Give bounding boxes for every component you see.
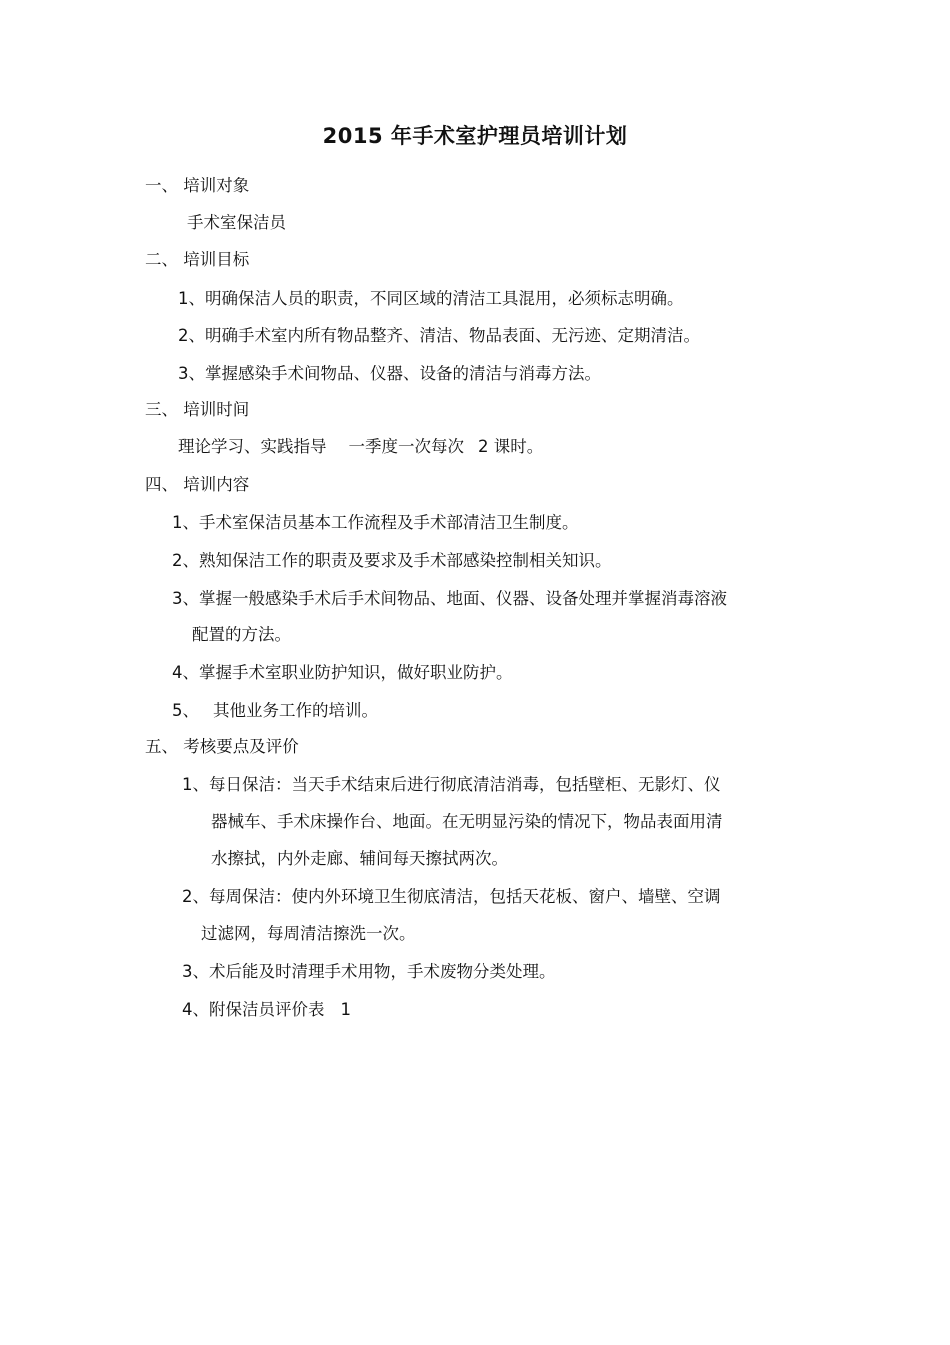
section-heading-4: 四、 培训内容 <box>145 475 250 494</box>
training-method: 理论学习、实践指导 <box>178 437 327 456</box>
section-4-line-3: 3、掌握一般感染手术后手术间物品、地面、仪器、设备处理并掌握消毒溶液 <box>172 589 727 608</box>
section-5-line-1: 1、每日保洁：当天手术结束后进行彻底清洁消毒，包括壁柜、无影灯、仪 <box>182 775 721 794</box>
training-hours: 2 课时。 <box>478 437 544 456</box>
section-5-line-4: 2、每周保洁：使内外环境卫生彻底清洁，包括天花板、窗户、墙壁、空调 <box>182 887 721 906</box>
section-2-line-2: 2、明确手术室内所有物品整齐、清洁、物品表面、无污迹、定期清洁。 <box>178 326 700 345</box>
training-frequency: 一季度一次每次 <box>348 437 464 456</box>
section-4-line-5: 4、掌握手术室职业防护知识，做好职业防护。 <box>172 663 513 682</box>
section-4-line-1: 1、手术室保洁员基本工作流程及手术部清洁卫生制度。 <box>172 513 579 532</box>
section-4-line-4: 配置的方法。 <box>192 625 291 644</box>
section-5-line-5: 过滤网，每周清洁擦洗一次。 <box>201 924 416 943</box>
section-heading-3: 三、 培训时间 <box>145 400 250 419</box>
item-number: 5、 <box>172 701 199 720</box>
section-4-line-2: 2、熟知保洁工作的职责及要求及手术部感染控制相关知识。 <box>172 551 612 570</box>
section-2-line-3: 3、掌握感染手术间物品、仪器、设备的清洁与消毒方法。 <box>178 364 601 383</box>
section-3-line-1 <box>178 436 543 458</box>
section-heading-5: 五、 考核要点及评价 <box>145 737 299 756</box>
document-title: 2015 年手术室护理员培训计划 <box>322 124 628 148</box>
section-5-line-3: 水擦拭，内外走廊、辅间每天擦拭两次。 <box>211 849 508 868</box>
section-heading-2: 二、 培训目标 <box>145 250 250 269</box>
section-5-line-2: 器械车、手术床操作台、地面。在无明显污染的情况下，物品表面用清 <box>211 812 723 831</box>
section-2-line-1: 1、明确保洁人员的职责，不同区域的清洁工具混用，必须标志明确。 <box>178 289 684 308</box>
item-text: 其他业务工作的培训。 <box>213 701 378 720</box>
section-5-line-6: 3、术后能及时清理手术用物，手术废物分类处理。 <box>182 962 556 981</box>
section-heading-1: 一、 培训对象 <box>145 176 250 195</box>
section-1-line-1: 手术室保洁员 <box>187 213 286 232</box>
appendix-number: 1 <box>340 1000 351 1019</box>
appendix-text: 4、附保洁员评价表 <box>182 1000 325 1019</box>
section-5-line-7 <box>182 999 351 1021</box>
section-4-line-6 <box>172 700 378 722</box>
